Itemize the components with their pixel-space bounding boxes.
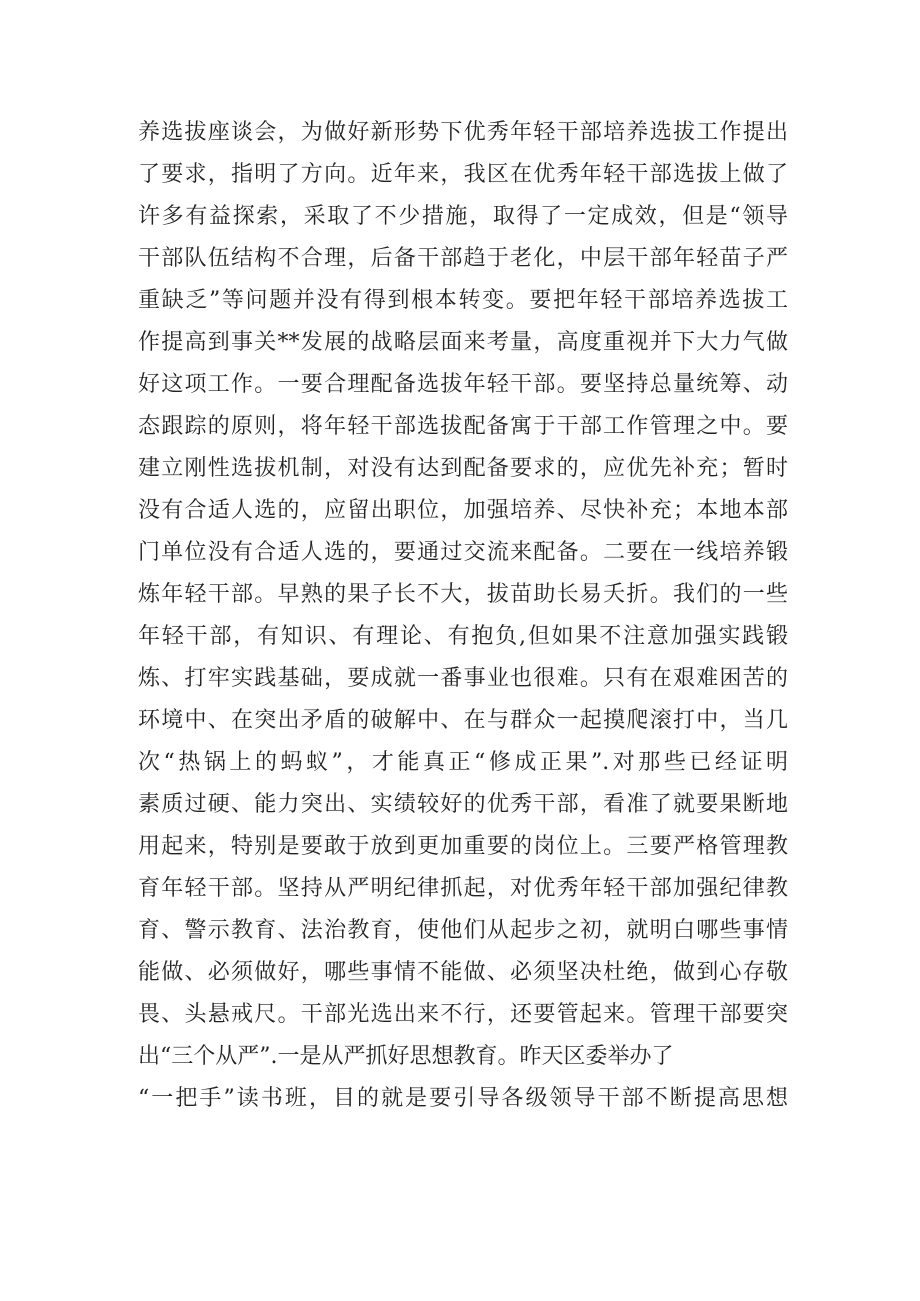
text-line: 门单位没有合适人选的，要通过交流来配备。二要在一线培养锻 <box>138 540 788 565</box>
text-line: 态跟踪的原则，将年轻干部选拔配备寓于干部工作管理之中。要 <box>138 414 788 439</box>
text-line: 育、警示教育、法治教育，使他们从起步之初，就明白哪些事情 <box>138 918 788 943</box>
text-line: 炼年轻干部。早熟的果子长不大，拔苗助长易夭折。我们的一些 <box>138 582 788 607</box>
text-line: 作提高到事关**发展的战略层面来考量，高度重视并下大力气做 <box>138 330 788 355</box>
text-line: 素质过硬、能力突出、实绩较好的优秀干部，看准了就要果断地 <box>138 792 788 817</box>
text-line: 次“热锅上的蚂蚁”，才能真正“修成正果”.对那些已经证明 <box>138 750 788 775</box>
text-line: 建立刚性选拔机制，对没有达到配备要求的，应优先补充；暂时 <box>138 456 788 481</box>
text-line: 许多有益探索，采取了不少措施，取得了一定成效，但是“领导 <box>138 204 788 229</box>
text-line: 炼、打牢实践基础，要成就一番事业也很难。只有在艰难困苦的 <box>138 666 788 691</box>
text-line: 了要求，指明了方向。近年来，我区在优秀年轻干部选拔上做了 <box>138 162 788 187</box>
text-line: 重缺乏”等问题并没有得到根本转变。要把年轻干部培养选拔工 <box>138 288 788 313</box>
text-line: 用起来，特别是要敢于放到更加重要的岗位上。三要严格管理教 <box>138 834 788 859</box>
text-line: “一把手”读书班，目的就是要引导各级领导干部不断提高思想 <box>138 1086 788 1111</box>
text-line: 好这项工作。一要合理配备选拔年轻干部。要坚持总量统筹、动 <box>138 372 788 397</box>
text-line: 养选拔座谈会，为做好新形势下优秀年轻干部培养选拔工作提出 <box>138 120 788 145</box>
text-line: 育年轻干部。坚持从严明纪律抓起，对优秀年轻干部加强纪律教 <box>138 876 788 901</box>
text-line: 没有合适人选的，应留出职位，加强培养、尽快补充；本地本部 <box>138 498 788 523</box>
text-line: 能做、必须做好，哪些事情不能做、必须坚决杜绝，做到心存敬 <box>138 960 788 985</box>
text-line: 畏、头悬戒尺。干部光选出来不行，还要管起来。管理干部要突 <box>138 1002 788 1027</box>
text-line: 出“三个从严”.一是从严抓好思想教育。昨天区委举办了 <box>138 1044 674 1069</box>
text-line: 干部队伍结构不合理，后备干部趋于老化，中层干部年轻苗子严 <box>138 246 788 271</box>
body-paragraph <box>138 112 788 1120</box>
text-line: 年轻干部，有知识、有理论、有抱负,但如果不注意加强实践锻 <box>138 624 788 649</box>
text-line: 环境中、在突出矛盾的破解中、在与群众一起摸爬滚打中，当几 <box>138 708 788 733</box>
